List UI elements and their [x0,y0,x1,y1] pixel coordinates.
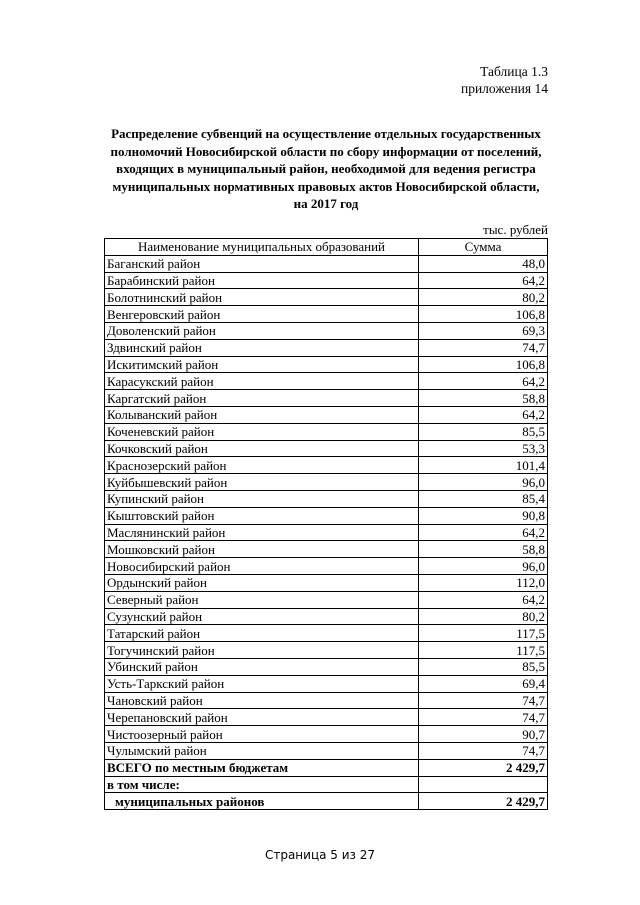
district-name-cell: Каргатский район [105,390,419,407]
district-sum-cell: 74,7 [419,692,548,709]
district-name-cell: Кочковский район [105,440,419,457]
appendix-number: приложения 14 [460,81,548,96]
district-name-cell: Баганский район [105,255,419,272]
district-sum-cell: 117,5 [419,642,548,659]
table-header-row [105,239,548,256]
table-row [105,675,548,692]
table-row [105,406,548,423]
units-label: тыс. рублей [483,222,548,237]
district-name-cell: Венгеровский район [105,306,419,323]
table-row [105,507,548,524]
district-name-cell: Усть-Таркский район [105,675,419,692]
district-name-cell: Новосибирский район [105,558,419,575]
subtotal-row-sum: 2 429,7 [419,793,548,810]
district-sum-cell: 112,0 [419,574,548,591]
title-line: полномочий Новосибирской области по сбору информации от поселений, [110,143,542,159]
total-row [105,759,548,776]
title-line: на 2017 год [293,196,359,211]
district-sum-cell: 96,0 [419,474,548,491]
district-name-cell: Чулымский район [105,742,419,759]
district-sum-cell: 74,7 [419,709,548,726]
table-row [105,255,548,272]
district-name-cell: Купинский район [105,490,419,507]
table-row [105,574,548,591]
district-sum-cell: 74,7 [419,742,548,759]
including-row [105,776,548,793]
table-row [105,524,548,541]
title-line: Распределение субвенций на осуществление отдельных государственных [111,126,541,141]
district-sum-cell: 64,2 [419,406,548,423]
district-name-cell: Северный район [105,591,419,608]
table-row [105,608,548,625]
district-sum-cell: 58,8 [419,541,548,558]
including-row-sum [419,776,548,793]
district-sum-cell: 85,5 [419,658,548,675]
district-name-cell: Убинский район [105,658,419,675]
table-row [105,356,548,373]
table-row [105,658,548,675]
district-name-cell: Ордынский район [105,574,419,591]
table-row [105,390,548,407]
header-name-cell: Наименование муниципальных образований [105,239,419,256]
table-row [105,692,548,709]
table-row [105,541,548,558]
district-sum-cell: 48,0 [419,255,548,272]
subtotal-row [105,793,548,810]
district-sum-cell: 117,5 [419,625,548,642]
district-name-cell: Барабинский район [105,272,419,289]
table-number: Таблица 1.3 [480,64,548,79]
district-name-cell: Тогучинский район [105,642,419,659]
district-sum-cell: 106,8 [419,356,548,373]
district-sum-cell: 64,2 [419,524,548,541]
table-row [105,709,548,726]
district-sum-cell: 69,3 [419,322,548,339]
table-row [105,742,548,759]
district-sum-cell: 106,8 [419,306,548,323]
district-sum-cell: 64,2 [419,373,548,390]
subsidy-table [104,238,548,810]
district-sum-cell: 80,2 [419,289,548,306]
table-row [105,440,548,457]
district-sum-cell: 69,4 [419,675,548,692]
table-row [105,373,548,390]
district-sum-cell: 90,8 [419,507,548,524]
district-name-cell: Татарский район [105,625,419,642]
district-sum-cell: 85,4 [419,490,548,507]
district-name-cell: Коченевский район [105,423,419,440]
district-sum-cell: 58,8 [419,390,548,407]
table-row [105,726,548,743]
district-sum-cell: 85,5 [419,423,548,440]
district-sum-cell: 53,3 [419,440,548,457]
district-sum-cell: 96,0 [419,558,548,575]
table-row [105,306,548,323]
district-name-cell: Колыванский район [105,406,419,423]
table-row [105,423,548,440]
district-name-cell: Болотнинский район [105,289,419,306]
table-row [105,490,548,507]
title-line: входящих в муниципальный район, необходимой для ведения регистра [116,161,536,176]
table-row [105,558,548,575]
total-row-label: ВСЕГО по местным бюджетам [105,759,419,776]
district-name-cell: Чановский район [105,692,419,709]
table-row [105,339,548,356]
district-sum-cell: 80,2 [419,608,548,625]
district-name-cell: Маслянинский район [105,524,419,541]
including-row-label: в том числе: [105,776,419,793]
district-sum-cell: 101,4 [419,457,548,474]
table-row [105,322,548,339]
title-line: муниципальных нормативных правовых актов Новосибирской области, [112,178,540,194]
district-name-cell: Сузунский район [105,608,419,625]
header-sum-cell: Сумма [419,239,548,256]
total-row-sum: 2 429,7 [419,759,548,776]
district-name-cell: Куйбышевский район [105,474,419,491]
district-name-cell: Доволенский район [105,322,419,339]
page-footer: Страница 5 из 27 [264,848,376,862]
table-row [105,457,548,474]
district-name-cell: Кыштовский район [105,507,419,524]
district-sum-cell: 90,7 [419,726,548,743]
table-row [105,474,548,491]
district-sum-cell: 64,2 [419,591,548,608]
district-name-cell: Краснозерский район [105,457,419,474]
table-row [105,642,548,659]
table-row [105,591,548,608]
district-name-cell: Мошковский район [105,541,419,558]
district-sum-cell: 64,2 [419,272,548,289]
district-name-cell: Искитимский район [105,356,419,373]
subtotal-row-label: муниципальных районов [105,793,419,810]
table-reference [461,63,548,97]
district-sum-cell: 74,7 [419,339,548,356]
table-row [105,625,548,642]
table-row [105,272,548,289]
table-row [105,289,548,306]
district-name-cell: Карасукский район [105,373,419,390]
document-title [100,125,552,213]
district-name-cell: Чистоозерный район [105,726,419,743]
district-name-cell: Здвинский район [105,339,419,356]
district-name-cell: Черепановский район [105,709,419,726]
